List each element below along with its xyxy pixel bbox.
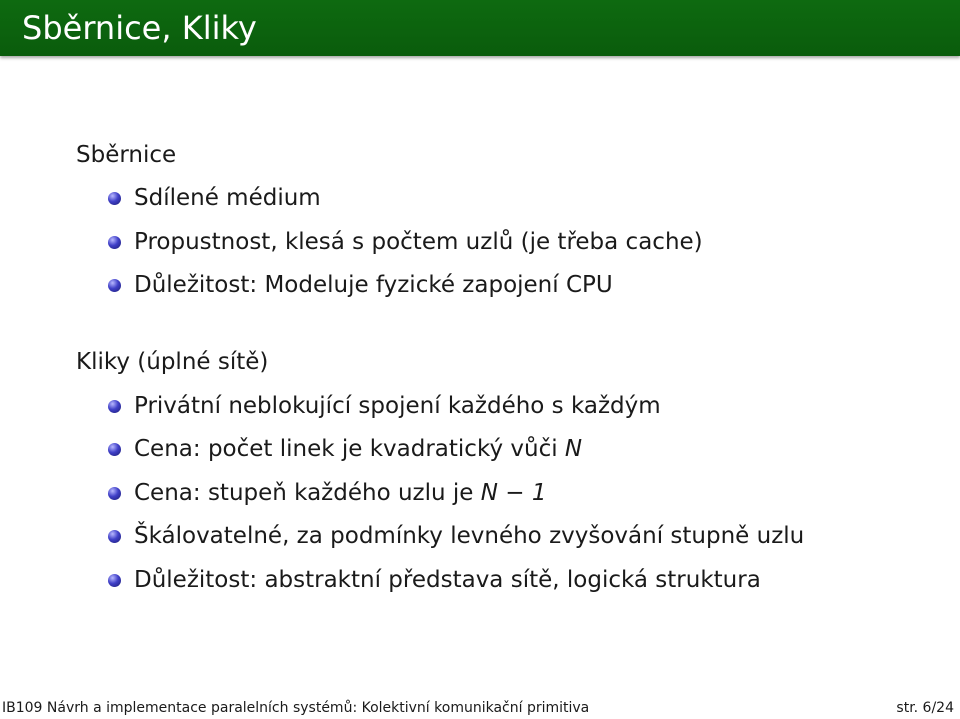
section-heading-cliques: Kliky (úplné sítě) <box>76 349 269 375</box>
list-item-text: Cena: počet linek je kvadratický vůči <box>134 436 565 462</box>
slide-title-bar <box>0 0 960 56</box>
bullet-icon <box>108 400 121 413</box>
bullet-icon <box>108 530 121 543</box>
bullet-icon <box>108 236 121 249</box>
math-n: N <box>564 436 583 462</box>
slide-footer <box>0 697 960 719</box>
bullet-icon <box>108 574 121 587</box>
list-item-text: Cena: stupeň každého uzlu je <box>134 480 481 506</box>
footer-course-title: IB109 Návrh a implementace paralelních systémů: Kolektivní komunikační primitiva <box>2 700 590 716</box>
section-heading-bus: Sběrnice <box>76 142 177 168</box>
bullet-icon <box>108 279 121 292</box>
bullet-icon <box>108 487 121 500</box>
slide-title: Sběrnice, Kliky <box>22 9 257 47</box>
math-n-minus-one: N − 1 <box>480 480 547 506</box>
bullet-icon <box>108 443 121 456</box>
bullet-icon <box>108 192 121 205</box>
footer-page-number: str. 6/24 <box>896 700 954 716</box>
